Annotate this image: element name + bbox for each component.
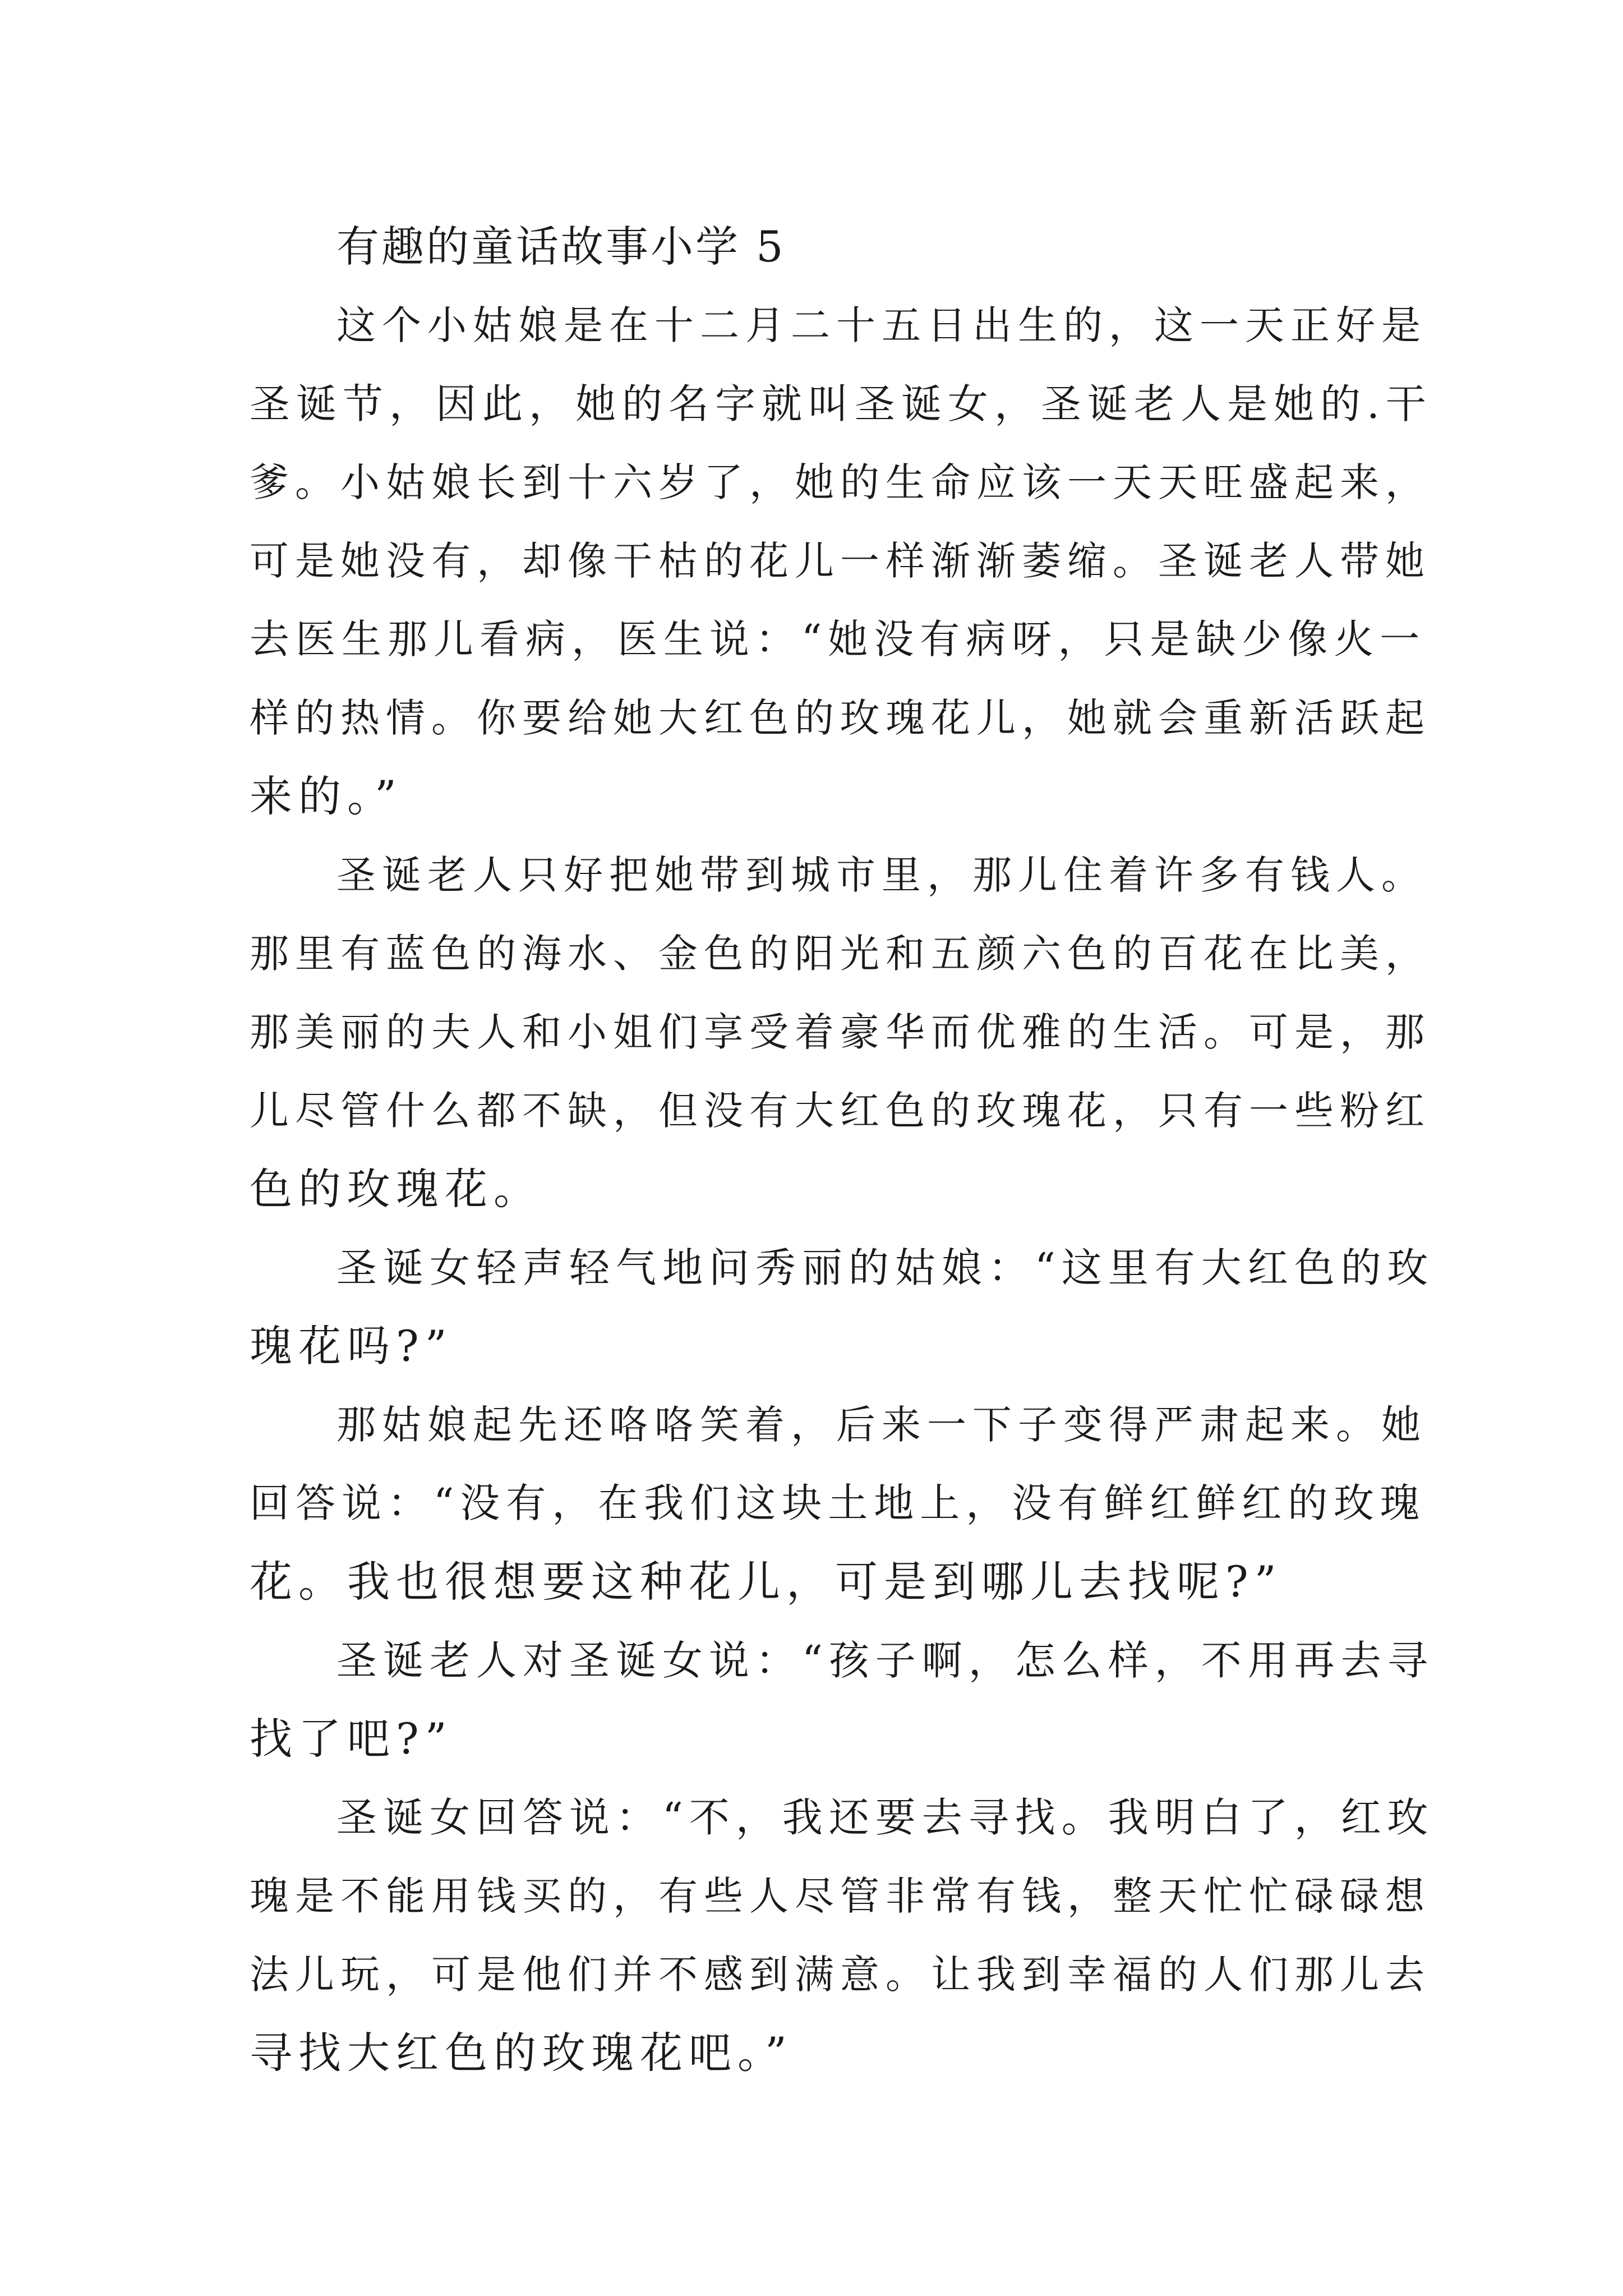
paragraph-1-line-1: 这个小姑娘是在十二月二十五日出生的，这一天正好是 xyxy=(336,302,1427,348)
paragraph-6-line-2: 瑰是不能用钱买的，有些人尽管非常有钱，整天忙忙碌碌想 xyxy=(250,1873,1431,1919)
paragraph-1-line-7: 来的。” xyxy=(250,771,403,821)
paragraph-1-line-6: 样的热情。你要给她大红色的玫瑰花儿，她就会重新活跃起 xyxy=(250,695,1431,741)
paragraph-4-line-3: 花。我也很想要这种花儿，可是到哪儿去找呢?” xyxy=(250,1557,1283,1607)
paragraph-4-line-1: 那姑娘起先还咯咯笑着，后来一下子变得严肃起来。她 xyxy=(336,1402,1427,1448)
paragraph-2-line-5: 色的玫瑰花。 xyxy=(250,1164,542,1214)
paragraph-5-line-2: 找了吧?” xyxy=(250,1714,453,1764)
paragraph-1-line-2: 圣诞节，因此，她的名字就叫圣诞女，圣诞老人是她的.干 xyxy=(250,380,1432,427)
paragraph-6-line-3: 法儿玩，可是他们并不感到满意。让我到幸福的人们那儿去 xyxy=(250,1952,1431,1998)
paragraph-2-line-2: 那里有蓝色的海水、金色的阳光和五颜六色的百花在比美， xyxy=(250,931,1431,977)
paragraph-2-line-3: 那美丽的夫人和小姐们享受着豪华而优雅的生活。可是，那 xyxy=(250,1009,1431,1055)
document-title: 有趣的童话故事小学 5 xyxy=(336,222,786,272)
paragraph-3-line-1: 圣诞女轻声轻气地问秀丽的姑娘：“这里有大红色的玫 xyxy=(336,1244,1434,1291)
paragraph-1-line-5: 去医生那儿看病，医生说：“她没有病呀，只是缺少像火一 xyxy=(250,616,1426,662)
paragraph-4-line-2: 回答说：“没有，在我们这块土地上，没有鲜红鲜红的玫瑰 xyxy=(250,1480,1426,1526)
paragraph-6-line-4: 寻找大红色的玫瑰花吧。” xyxy=(250,2028,793,2078)
paragraph-2-line-1: 圣诞老人只好把她带到城市里，那儿住着许多有钱人。 xyxy=(336,852,1427,898)
paragraph-1-line-4: 可是她没有，却像干枯的花儿一样渐渐萎缩。圣诞老人带她 xyxy=(250,538,1431,584)
paragraph-1-line-3: 爹。小姑娘长到十六岁了，她的生命应该一天天旺盛起来， xyxy=(250,459,1431,505)
paragraph-5-line-1: 圣诞老人对圣诞女说：“孩子啊，怎么样，不用再去寻 xyxy=(336,1637,1434,1684)
paragraph-3-line-2: 瑰花吗?” xyxy=(250,1321,453,1371)
paragraph-2-line-4: 儿尽管什么都不缺，但没有大红色的玫瑰花，只有一些粉红 xyxy=(250,1088,1431,1134)
paragraph-6-line-1: 圣诞女回答说：“不，我还要去寻找。我明白了，红玫 xyxy=(336,1794,1434,1841)
